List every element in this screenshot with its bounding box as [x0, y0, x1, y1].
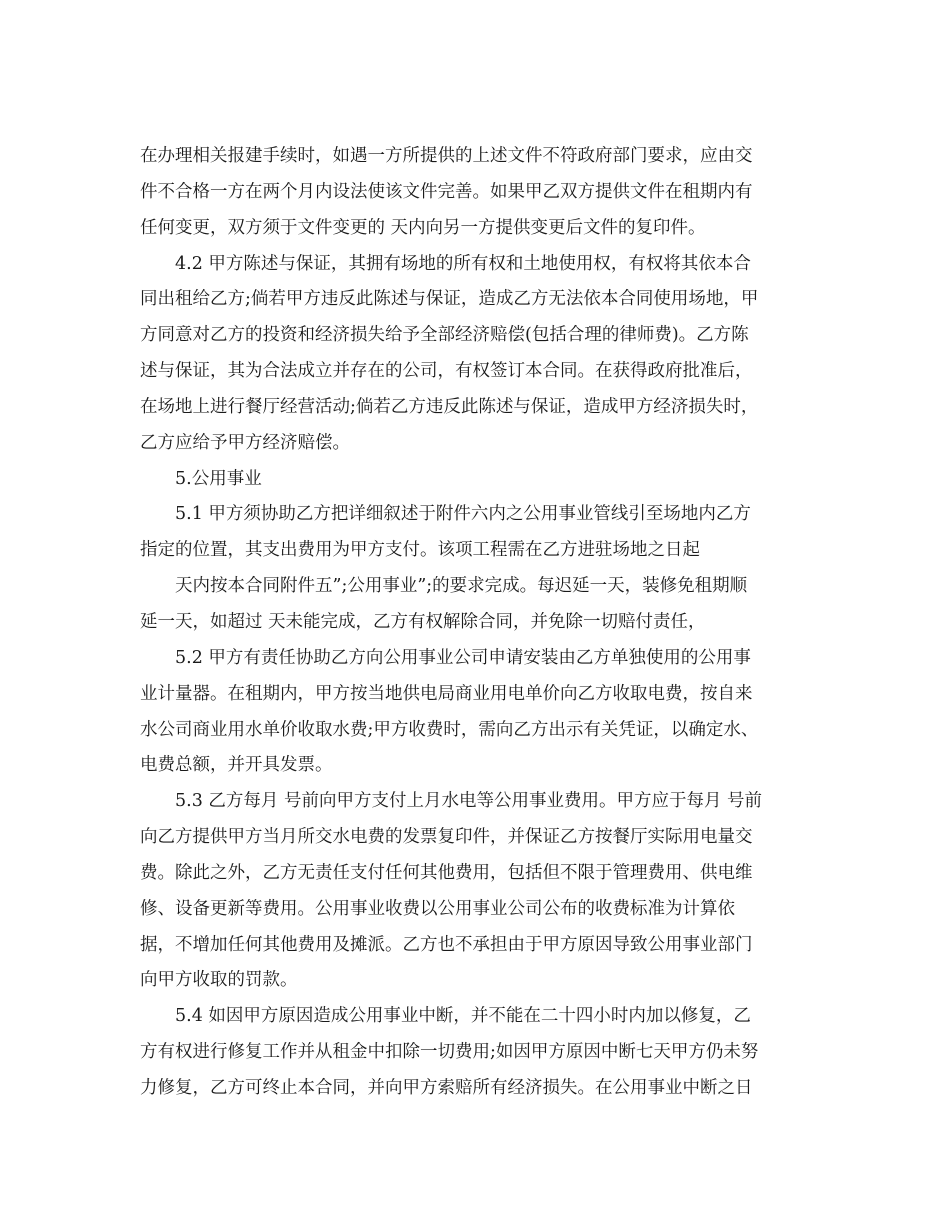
text-line: 水公司商业用水单价收取水费;甲方收费时，需向乙方出示有关凭证，以确定水、: [140, 719, 759, 740]
text-line: 5.公用事业: [175, 468, 262, 489]
text-line: 乙方应给予甲方经济赔偿。: [140, 432, 350, 453]
text-line: 指定的位置，其支出费用为甲方支付。该项工程需在乙方进驻场地之日起: [140, 540, 700, 561]
text-line: 5.1 甲方须协助乙方把详细叙述于附件六内之公用事业管线引至场地内乙方: [175, 504, 751, 525]
text-line: 业计量器。在租期内，甲方按当地供电局商业用电单价向乙方收取电费，按自来: [140, 683, 753, 704]
text-line: 向甲方收取的罚款。: [140, 970, 298, 991]
text-line: 向乙方提供甲方当月所交水电费的发票复印件，并保证乙方按餐厅实际用电量交: [140, 827, 753, 848]
text-line: 件不合格一方在两个月内设法使该文件完善。如果甲乙双方提供文件在租期内有: [140, 181, 753, 202]
text-line: 5.4 如因甲方原因造成公用事业中断，并不能在二十四小时内加以修复，乙: [175, 1006, 751, 1027]
text-line: 同出租给乙方;倘若甲方违反此陈述与保证，造成乙方无法依本合同使用场地，甲: [140, 289, 759, 310]
text-line: 4.2 甲方陈述与保证，其拥有场地的所有权和土地使用权，有权将其依本合: [175, 253, 751, 274]
text-line: 天内按本合同附件五”;公用事业”;的要求完成。每迟延一天，装修免租期顺: [175, 576, 748, 597]
text-line: 述与保证，其为合法成立并存在的公司，有权签订本合同。在获得政府批准后，: [140, 361, 753, 382]
text-line: 力修复，乙方可终止本合同，并向甲方索赔所有经济损失。在公用事业中断之日: [140, 1077, 753, 1098]
text-line: 方有权进行修复工作并从租金中扣除一切费用;如因甲方原因中断七天甲方仍未努: [140, 1042, 759, 1063]
text-line: 在场地上进行餐厅经营活动;倘若乙方违反此陈述与保证，造成甲方经济损失时，: [140, 396, 759, 417]
text-line: 费。除此之外，乙方无责任支付任何其他费用，包括但不限于管理费用、供电维: [140, 862, 753, 883]
text-line: 任何变更，双方须于文件变更的 天内向另一方提供变更后文件的复印件。: [140, 217, 706, 238]
document-body: [140, 139, 800, 1107]
text-line: 方同意对乙方的投资和经济损失给予全部经济赔偿(包括合理的律师费)。乙方陈: [140, 325, 749, 346]
text-line: 电费总额，并开具发票。: [140, 755, 333, 776]
text-line: 修、设备更新等费用。公用事业收费以公用事业公司公布的收费标准为计算依: [140, 898, 735, 919]
text-line: 延一天，如超过 天未能完成，乙方有权解除合同，并免除一切赔付责任，: [140, 611, 706, 632]
text-line: 在办理相关报建手续时，如遇一方所提供的上述文件不符政府部门要求，应由交: [140, 146, 753, 166]
text-line: 5.2 甲方有责任协助乙方向公用事业公司申请安装由乙方单独使用的公用事: [175, 647, 751, 668]
text-line: 据，不增加任何其他费用及摊派。乙方也不承担由于甲方原因导致公用事业部门: [140, 934, 753, 955]
text-line: 5.3 乙方每月 号前向甲方支付上月水电等公用事业费用。甲方应于每月 号前: [175, 791, 763, 812]
